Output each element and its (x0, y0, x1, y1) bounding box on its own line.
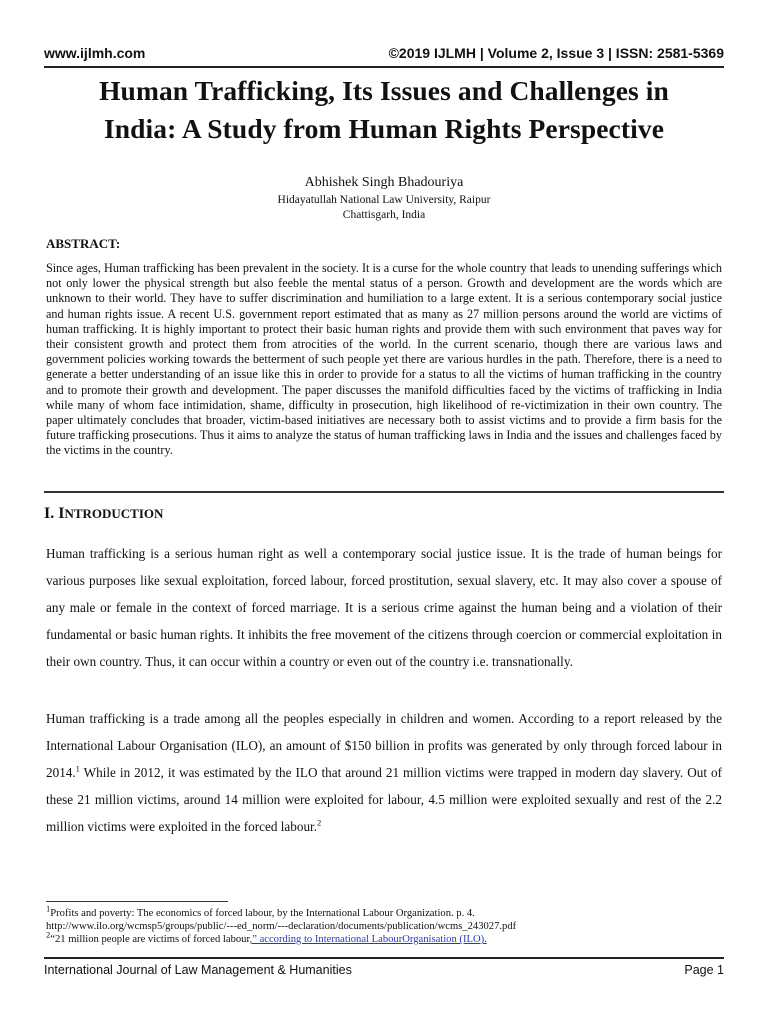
abstract-heading: ABSTRACT: (46, 236, 121, 251)
section-heading-rest: NTRODUCTION (64, 506, 164, 521)
paper-title (44, 72, 724, 148)
footnote-2-link[interactable]: ,” according to International LabourOrganisation (ILO). (249, 934, 487, 945)
author-location: Chattisgarh, India (342, 209, 426, 221)
author-institution: Hidayatullah National Law University, Raipur (277, 194, 491, 206)
footnote-2 (46, 929, 722, 946)
author-name: Abhishek Singh Bhadouriya (304, 175, 464, 190)
footer-page-number: Page 1 (684, 963, 724, 977)
body-paragraph-2 (46, 705, 722, 840)
footnote-1-mark: 1 (46, 903, 51, 914)
section-heading-introduction (44, 505, 163, 523)
paper-title-line-2: India: A Study from Human Rights Perspective (103, 113, 665, 144)
footnotes (46, 903, 722, 946)
footnote-ref-2[interactable]: 2 (317, 817, 322, 828)
abstract-divider (44, 491, 724, 493)
journal-website: www.ijlmh.com (44, 45, 146, 61)
footnote-1-text: Profits and poverty: The economics of forced labour, by the International Labour Organization. p. 4. (50, 908, 475, 919)
footnote-divider (46, 901, 228, 902)
author-affiliation (0, 193, 768, 223)
section-heading-numeral: I. I (44, 505, 65, 522)
footnote-1 (46, 903, 722, 920)
footer-divider (44, 957, 724, 959)
issue-info: ©2019 IJLMH | Volume 2, Issue 3 | ISSN: 2581-5369 (388, 45, 724, 61)
paragraph-2-text-a: Human trafficking is a trade among all the peoples especially in children and women. According to a report released by the International Labour Organisation (ILO), an amount of $150 billion in profits was generated by only through forced labour in 2014. (46, 711, 722, 780)
abstract-text: Since ages, Human trafficking has been prevalent in the society. It is a curse for the whole country that leads to unending sufferings which not only lower the physical strength but also feeble the mental status of a person. Growth and development are the words which are unknown to their world. They have to suffer discrimination and humiliation to a large extent. It is a serious contemporary social justice and human rights issue. A recent U.S. government report estimated that as many as 27 million persons around the world are victims of human trafficking. It is highly important to protect their basic human rights and provide them with such environment that paves way for their consistent growth and protect them from atrocities of the world. In the current scenario, though there are various laws and government policies working towards the betterment of such people yet there are various hurdles in the path. Therefore, there is a need to generate a better understanding of an issue like this in order to provide for a status to all the victims of human trafficking in the country and to promote their growth and development. The paper discusses the manifold difficulties faced by the victims of trafficking in India while many of whom face intimidation, shame, difficulty in prosecution, high likelihood of re-victimization in their own country. The paper ultimately concludes that broader, victim-based initiatives are necessary both to assist victims and to provide a firm basis for the future trafficking prosecutions. Thus it aims to analyze the status of human trafficking laws in India and the issues and challenges faced by the victims in the country. (46, 261, 722, 458)
footer-journal-name: International Journal of Law Management & Humanities (44, 963, 352, 977)
header-divider (44, 66, 724, 68)
footnote-2-text: “21 million people are victims of forced labour (50, 934, 250, 945)
footnote-ref-1[interactable]: 1 (75, 763, 80, 774)
footnote-1-url[interactable]: http://www.ilo.org/wcmsp5/groups/public/---ed_norm/---declaration/documents/publication/wcms_243027.pdf (46, 921, 517, 932)
footnote-2-mark: 2 (46, 929, 51, 940)
body-paragraph-1: Human trafficking is a serious human right as well a contemporary social justice issue. It is the trade of human beings for various purposes like sexual exploitation, forced labour, forced prostitution, sexual slavery, etc. It may also cover a spouse of any male or female in the context of forced marriage. It is a serious crime against the human being and a violation of their fundamental or basic human rights. It inhibits the free movement of the citizens through coercion or commercial exploitation in their own country. Thus, it can occur within a country or even out of the country i.e. transnationally. (46, 546, 722, 669)
paper-title-line-1: Human Trafficking, Its Issues and Challenges in (99, 75, 669, 106)
paragraph-2-text-b: While in 2012, it was estimated by the ILO that around 21 million victims were trapped in modern day slavery. Out of these 21 million victims, around 14 million were exploited for labour, 4.5 million were exploited sexually and rest of the 2.2 million victims were exploited in the forced labour. (46, 765, 722, 834)
